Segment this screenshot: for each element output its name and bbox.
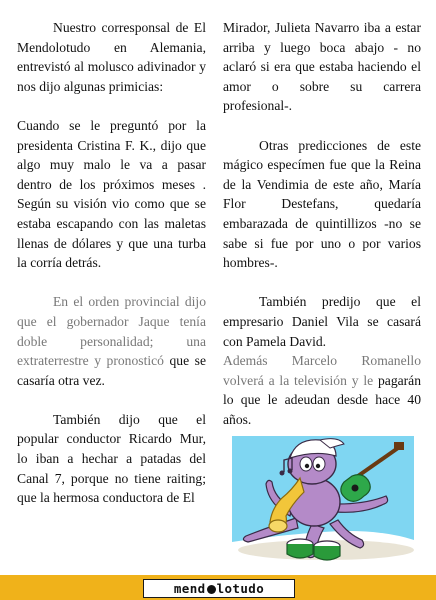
mirador-paragraph: Mirador, Julieta Navarro iba a estar arriba y luego boca abajo - no aclaró si era que estaba haciendo el amor o sobre su carrera profesional-. (223, 20, 421, 114)
footer-band (0, 575, 436, 600)
paragraph-tail: pagarán lo que le adeudan desde hace 40 años. (223, 372, 422, 427)
paragraph-gap (17, 390, 206, 410)
vendimia-paragraph: Otras predicciones de este mágico especímen fue que la Reina de la Vendimia de este año, María Flor Destefans, quedaría embarazada de quintillizos -no se sabe si fue por uno o por varios hombres-. (223, 137, 421, 271)
paragraph-gap (17, 273, 206, 293)
right-column (223, 18, 421, 429)
faded-text: Además Marcelo Romanello volverá a la televisión y le (223, 353, 421, 388)
paragraph-gap (223, 273, 421, 293)
paragraph-tail: que se casaría otra vez. (17, 353, 206, 388)
faded-text: En el orden provincial dijo que el gobernador Jaque tenía doble personalidad; una extraterrestre y pronosticó (17, 294, 206, 369)
logo-text: mend (173, 581, 206, 596)
logo-text: lotudo (216, 581, 265, 596)
octopus-musician-illustration (226, 432, 420, 568)
provincial-paragraph (17, 292, 206, 390)
vila-paragraph: También predijo que el empresario Daniel Vila se casará con Pamela David. (223, 294, 421, 349)
cristina-paragraph: Cuando se le preguntó por la presidenta Cristina F. K., dijo que algo muy malo le va a pasar dentro de los próximos meses . Según su visión vio como que se estaba escapando con las maletas llenas de dólares y que una turba la corría detrás. (17, 117, 206, 271)
mendolotudo-logo (143, 579, 295, 598)
mur-paragraph: También dijo que el popular conductor Ricardo Mur, lo iban a hechar a patadas del Canal 7, porque no tiene raiting; que la hermosa conductora de El (17, 411, 206, 506)
romanello-paragraph (223, 351, 421, 429)
left-column (17, 18, 206, 508)
logo-dot-icon (207, 585, 216, 594)
paragraph-gap (17, 96, 206, 116)
intro-paragraph: Nuestro corresponsal de El Mendolotudo en Alemania, entrevistó al molusco adivinador y nos dijo algunas primicias: (17, 20, 206, 94)
paragraph-gap (223, 116, 421, 136)
